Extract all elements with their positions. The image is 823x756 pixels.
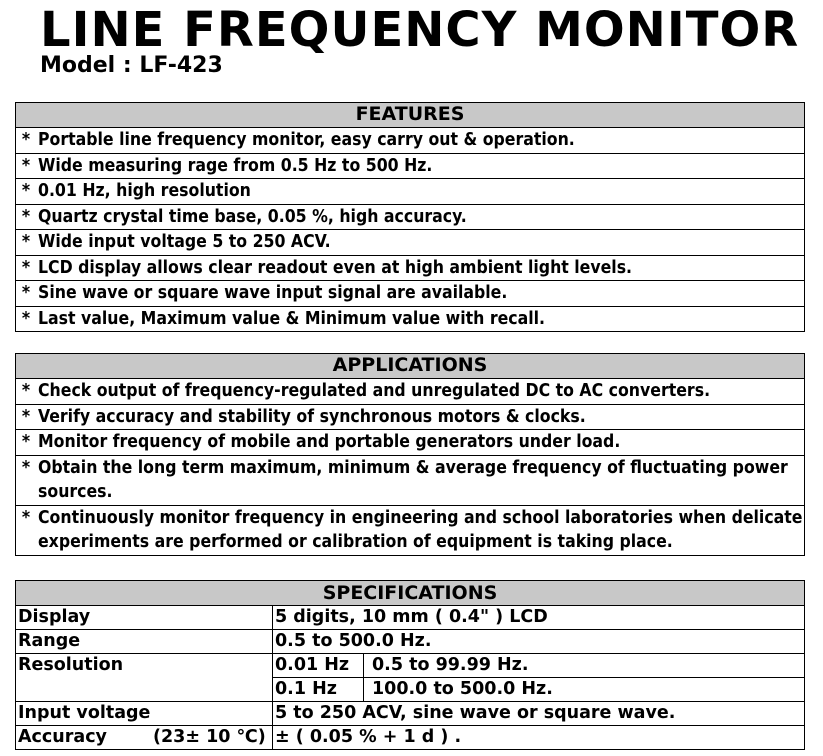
list-item	[16, 205, 804, 231]
accuracy-condition: (23± 10 ℃)	[152, 727, 266, 747]
feature-text: Wide measuring rage from 0.5 Hz to 500 Hz.	[38, 155, 433, 176]
spec-resolution-range: 0.5 to 99.99 Hz.	[364, 654, 805, 678]
spec-label-empty	[16, 678, 273, 702]
applications-header: APPLICATIONS	[16, 354, 804, 379]
bullet: *	[21, 457, 31, 478]
spec-label: Range	[16, 630, 273, 654]
application-text: Check output of frequency-regulated and unregulated DC to AC converters.	[38, 381, 711, 401]
bullet: *	[21, 181, 31, 201]
applications-section	[15, 353, 805, 556]
list-item	[16, 405, 804, 431]
table-row	[16, 606, 805, 630]
bullet: *	[21, 155, 31, 176]
page-title: LINE FREQUENCY MONITOR	[40, 2, 800, 58]
features-header: FEATURES	[16, 103, 804, 128]
application-text: Verify accuracy and stability of synchronous motors & clocks.	[38, 406, 586, 427]
application-text: Continuously monitor frequency in engineering and school laboratories when delicate experiments are performed or calibration of equipment is taking place.	[38, 507, 803, 552]
list-item	[16, 281, 804, 307]
spec-value: ± ( 0.05 % + 1 d ) .	[273, 726, 805, 750]
features-section	[15, 102, 805, 332]
list-item	[16, 456, 804, 506]
bullet: *	[21, 257, 31, 278]
feature-text: Sine wave or square wave input signal are available.	[38, 283, 508, 303]
list-item	[16, 506, 804, 555]
list-item	[16, 307, 804, 332]
application-text: Monitor frequency of mobile and portable generators under load.	[38, 432, 621, 452]
feature-text: LCD display allows clear readout even at high ambient light levels.	[38, 257, 633, 278]
feature-text: 0.01 Hz, high resolution	[38, 181, 251, 201]
bullet: *	[21, 507, 31, 528]
table-row	[16, 630, 805, 654]
spec-resolution: 0.01 Hz	[273, 654, 364, 678]
spec-label: Input voltage	[16, 702, 273, 726]
bullet: *	[21, 381, 31, 401]
list-item	[16, 179, 804, 205]
bullet: *	[21, 432, 31, 452]
spec-label: Resolution	[16, 654, 273, 678]
feature-text: Quartz crystal time base, 0.05 %, high accuracy.	[38, 206, 467, 227]
bullet: *	[21, 232, 31, 252]
feature-text: Portable line frequency monitor, easy carry out & operation.	[38, 130, 575, 150]
bullet: *	[21, 283, 31, 303]
spec-value: 5 to 250 ACV, sine wave or square wave.	[273, 702, 805, 726]
spec-label-accuracy	[16, 726, 273, 750]
spec-value: 5 digits, 10 mm ( 0.4" ) LCD	[273, 606, 805, 630]
list-item	[16, 256, 804, 282]
bullet: *	[21, 406, 31, 427]
table-row	[16, 654, 805, 678]
spec-value: 0.5 to 500.0 Hz.	[273, 630, 805, 654]
specifications-header: SPECIFICATIONS	[16, 581, 805, 606]
application-text: Obtain the long term maximum, minimum & average frequency of fluctuating power sources.	[38, 457, 788, 502]
table-row	[16, 726, 805, 750]
bullet: *	[21, 308, 31, 329]
list-item	[16, 430, 804, 456]
table-row	[16, 678, 805, 702]
spec-label: Display	[16, 606, 273, 630]
feature-text: Last value, Maximum value & Minimum value with recall.	[38, 308, 545, 329]
list-item	[16, 230, 804, 256]
spec-resolution: 0.1 Hz	[273, 678, 364, 702]
feature-text: Wide input voltage 5 to 250 ACV.	[38, 232, 331, 252]
model-number: Model : LF-423	[40, 53, 223, 78]
bullet: *	[21, 206, 31, 227]
list-item	[16, 154, 804, 180]
spec-label: Accuracy	[18, 727, 107, 747]
list-item	[16, 379, 804, 405]
bullet: *	[21, 130, 31, 150]
spec-resolution-range: 100.0 to 500.0 Hz.	[364, 678, 805, 702]
table-row	[16, 702, 805, 726]
specifications-table	[15, 580, 805, 750]
list-item	[16, 128, 804, 154]
